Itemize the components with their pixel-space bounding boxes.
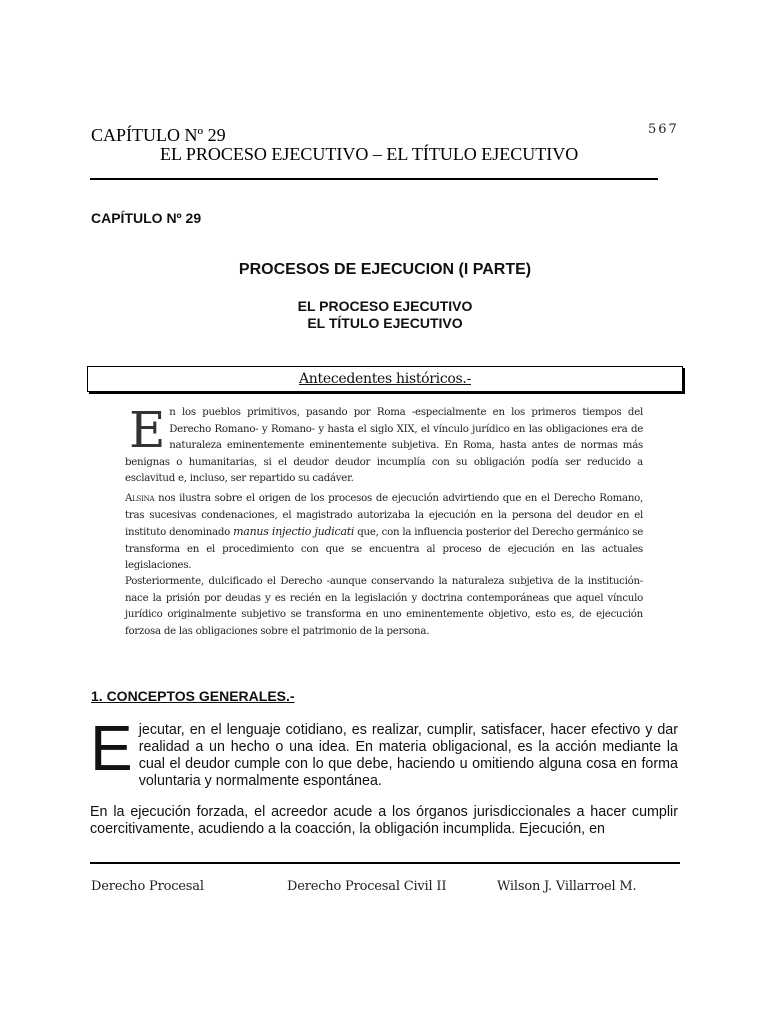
header-divider [90,178,658,180]
running-header-chapter: CAPÍTULO Nº 29 [91,125,226,145]
history-paragraph-1 [125,401,643,488]
footer-right: Wilson J. Villarroel M. [497,879,637,894]
history-section-title-box [87,366,683,392]
sub-title-titulo: EL TÍTULO EJECUTIVO [307,315,463,331]
chapter-heading: CAPÍTULO Nº 29 [91,210,202,226]
footer-divider [90,862,680,864]
history-paragraph-2-text-b: que, con la influencia posterior del Derecho germánico se transforma en el procedimiento con que se encuentra al proceso de ejecución en las actuales legislaciones. [125,527,643,571]
page-number: 567 [648,122,679,137]
conceptos-paragraph-1 [90,712,678,790]
conceptos-paragraph-1-text: jecutar, en el lenguaje cotidiano, es realizar, cumplir, satisfacer, hacer efectivo y dar realidad a un hecho o una idea. En materia obligacional, es la acción mediante la cual el deudor cumple con lo que debe, haciendo u omitiendo alguna cosa en forma voluntaria y normalmente espontánea. [138,722,678,789]
sub-title-proceso: EL PROCESO EJECUTIVO [297,298,473,314]
history-section-title: Antecedentes históricos.- [298,371,471,387]
history-paragraph-3: Posteriormente, dulcificado el Derecho -aunque conservando la naturaleza subjetiva de la institución- nace la prisión por deudas y es recién en la legislación y doctrina contemporáneas que aquel vínculo jurídico originalmente subjetivo se transforma en uno eminentemente objetivo, esto es, de ejecución forzosa de las obligaciones sobre el patrimonio de la persona. [125,576,643,637]
conceptos-paragraph-2: En la ejecución forzada, el acreedor acude a los órganos jurisdiccionales a hacer cumplir coercitivamente, acudiendo a la coacción, la obligación incumplida. Ejecución, en [90,804,678,837]
latin-term: manus injectio judicati [233,525,355,538]
section-heading-conceptos: 1. CONCEPTOS GENERALES.- [91,688,295,704]
history-paragraph-1-text: n los pueblos primitivos, pasando por Roma -especialmente en los primeros tiempos del Derecho Romano- y Romano- y hasta el siglo XIX, el vínculo jurídico en las obligaciones era de naturaleza eminentemente eminentemente subjetiva. En Roma, hasta antes de normas más benignas o humanitarias, si el deudor deudor incumplía con su obligación podía ser reducido a esclavitud e, incluso, ser repartido su cadáver. [125,407,643,484]
drop-cap: E [129,401,166,459]
history-paragraph-2-text-a: nos ilustra sobre el origen de los procesos de ejecución advirtiendo que en el Derecho Romano, tras sucesivas condenaciones, el magistrado autorizaba la ejecución en la persona del deudor en el instituto denominado [125,493,643,538]
drop-cap: E [90,712,133,784]
footer-center: Derecho Procesal Civil II [287,879,447,894]
footer-left: Derecho Procesal [91,879,204,894]
part-title: PROCESOS DE EJECUCION (I PARTE) [238,261,532,278]
running-header-title: EL PROCESO EJECUTIVO – EL TÍTULO EJECUTIVO [160,144,579,164]
author-name: Alsina [125,493,155,504]
history-paragraph-2 [125,491,643,575]
